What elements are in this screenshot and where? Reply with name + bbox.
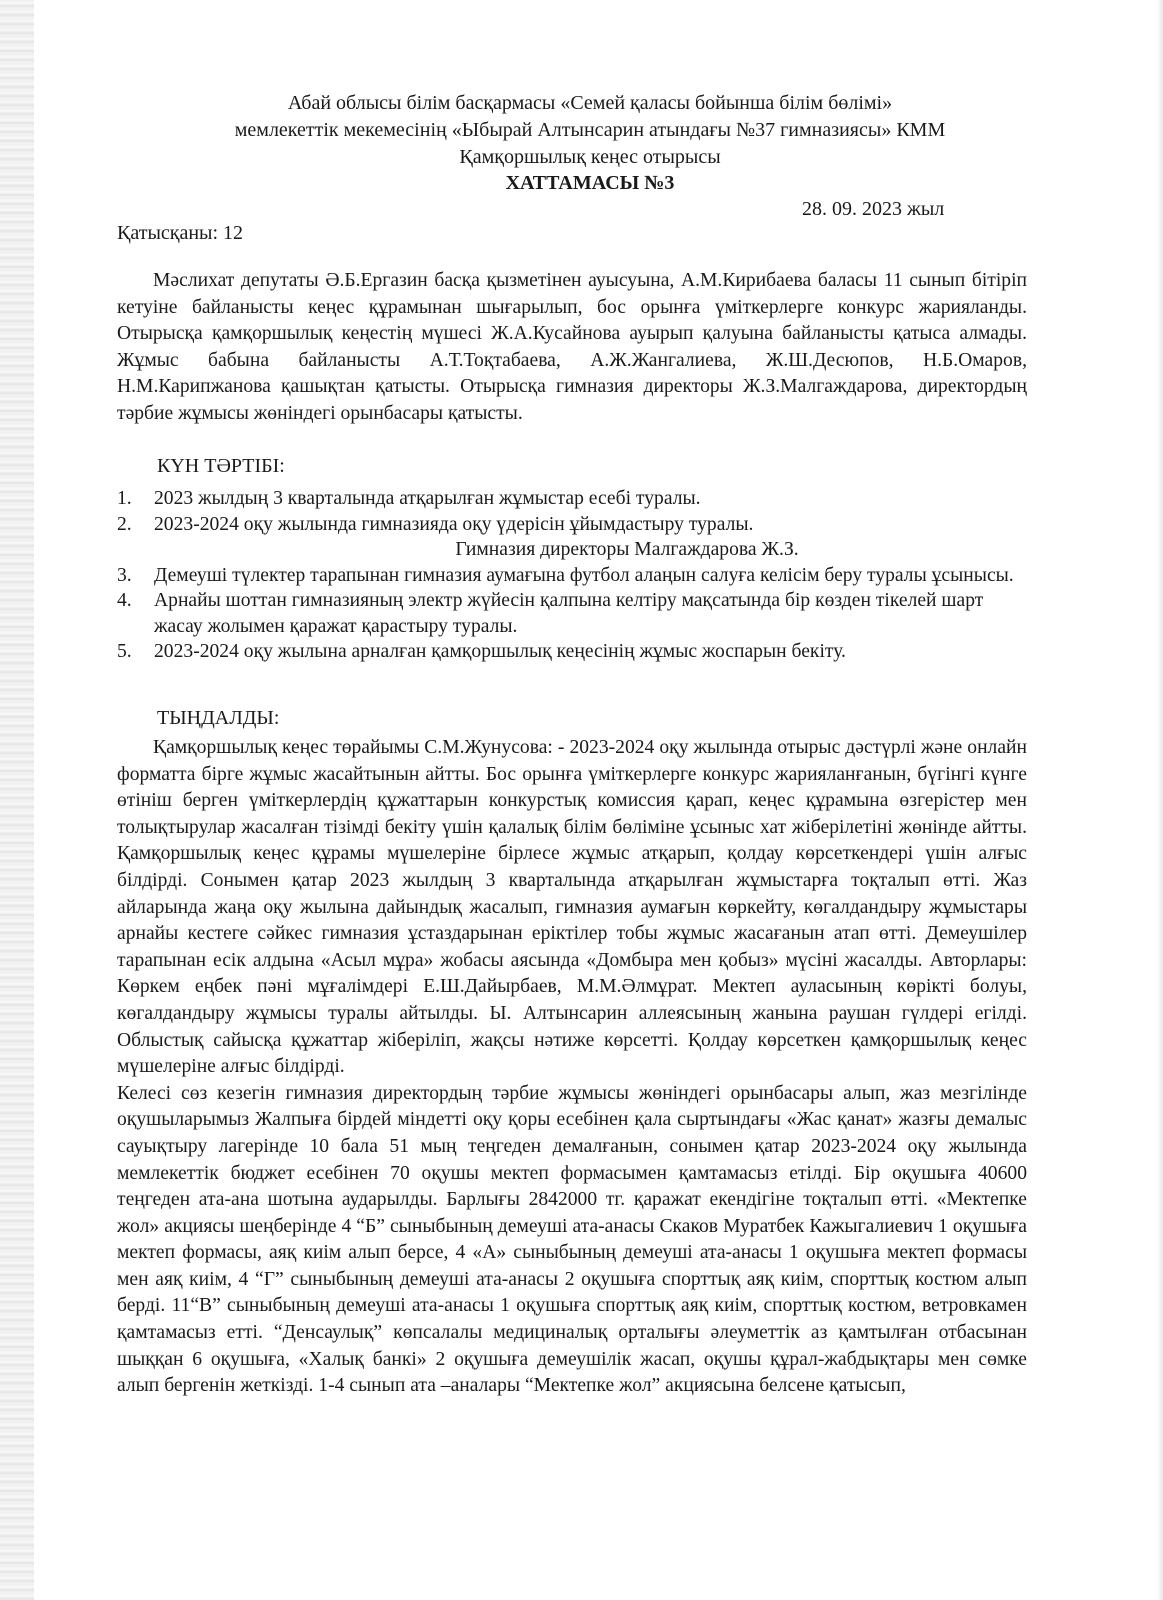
- agenda-item: [117, 639, 1027, 665]
- agenda-item-text: Демеуші түлектер тарапынан гимназия аумағына футбол алаңын салуға келісім беру туралы ұсынысы.: [154, 564, 1014, 586]
- heard-paragraph-1: Қамқоршылық кеңес төрайымы С.М.Жунусова: - 2023-2024 оқу жылында отырыс дәстүрлі және онлайн форматта бірге жұмыс жасайтынын айтты. Бос орынға үміткерлерге конкурс жарияланғанын, бүгінгі күнге өтініш берген үміткерлердің құжаттарын конкурстық комиссия қарап, кеңес құрамына өзгерістер мен толықтырулар жасалған тізімді бекіту үшін қалалық білім бөліміне ұсыныс хат жіберілетіні жөнінде айтты. Қамқоршылық кеңес құрамы мүшелеріне бірлесе жұмыс атқарып, қолдау көрсеткендері үшін алғыс білдірді. Сонымен қатар 2023 жылдың 3 кварталында атқарылған жұмыстарға тоқталып өтті. Жаз айларында жаңа оқу жылына дайындық жасалып, гимназия аумағын көркейту, көгалдандыру жұмыстары арнайы кестеге сәйкес гимназия ұстаздарынан еріктілер тобы жұмыс жасағанын атап өтті. Демеушілер тарапынан есік алдына «Асыл мұра» жобасы аясында «Домбыра мен қобыз» мүсіні жасалды. Авторлары: Көркем еңбек пәні мұғалімдері Е.Ш.Дайырбаев, М.М.Әлмұрат. Мектеп ауласының көрікті болуы, көгалдандыру жұмысы туралы айтылды. Ы. Алтынсарин аллеясының жанына раушан гүлдері егілді. Облыстық сайысқа құжаттар жіберіліп, жақсы нәтиже көрсетті. Қолдау көрсеткен қамқоршылық кеңес мүшелеріне алғыс білдірді.: [117, 737, 1027, 1078]
- meeting-date: 28. 09. 2023 жыл: [802, 198, 945, 220]
- agenda-item-number: 3.: [117, 564, 132, 586]
- agenda-item-text: 2023 жылдың 3 кварталында атқарылған жұмыстар есебі туралы.: [154, 488, 701, 509]
- agenda-item-number: 4.: [117, 590, 132, 611]
- agenda-item-number: 2.: [117, 513, 132, 535]
- agenda-item-number: 1.: [117, 488, 132, 509]
- header-line-2: мемлекеттік мекемесінің «Ыбырай Алтынсарин атындағы №37 гимназиясы» КММ: [234, 119, 946, 141]
- agenda-list: [117, 486, 1027, 665]
- heard-heading: ТЫҢДАЛДЫ:: [157, 707, 280, 729]
- header-line-1: Абай облысы білім басқармасы «Семей қаласы бойынша білім бөлімі»: [287, 92, 893, 114]
- agenda-item: [117, 563, 1027, 589]
- agenda-heading: КҮН ТӘРТІБІ:: [157, 455, 285, 477]
- heard-paragraph-2: Келесі сөз кезегін гимназия директордың тәрбие жұмысы жөніндегі орынбасары алып, жаз мезгілінде оқушыларымыз Жалпыға бірдей міндетті оқу қоры есебінен қала сыртындағы «Жас қанат» жазғы демалыс сауықтыру лагерінде 10 бала 51 мың теңгеден демалғанын, сонымен қатар 2023-2024 оқу жылында мемлекеттік бюджет есебінен 70 оқушы мектеп формасымен қамтамасыз етілді. Бір оқушыға 40600 теңгеден ата-ана шотына аударылды. Барлығы 2842000 тг. қаражат екендігіне тоқталып өтті. «Мектепке жол» акциясы шеңберінде 4 “Б” сыныбының демеуші ата-анасы Скаков Муратбек Кажыгалиевич 1 оқушыға мектеп формасы, аяқ киім алып берсе, 4 «А» сыныбының демеуші ата-анасы 1 оқушыға мектеп формасы мен аяқ киім, 4 “Г” сыныбының демеуші ата-анасы 2 оқушыға спорттық аяқ киім, спорттық костюм алып берді. 11“В” сыныбының демеуші ата-анасы 1 оқушыға спорттық аяқ киім, спорттық костюм, ветровкамен қамтамасыз етті. “Денсаулық” көпсалалы медициналық орталығы әлеуметтік аз қамтылған отбасынан шыққан 6 оқушыға, «Халық банкі» 2 оқушыға демеушілік жасап, оқушы құрал-жабдықтары мен сөмке алып бергенін жеткізді. 1-4 сынып ата –аналары “Мектепке жол” акциясына белсене қатысып,: [117, 1082, 1027, 1397]
- document-title: ХАТТАМАСЫ №3: [505, 172, 675, 194]
- intro-paragraph: Мәслихат депутаты Ә.Б.Ергазин басқа қызметінен ауысуына, А.М.Кирибаева баласы 11 сынып бітіріп кетуіне байланысты кеңес құрамынан шығарылып, бос орынға үміткерлерге конкурс жарияланды. Отырысқа қамқоршылық кеңестің мүшесі Ж.А.Кусайнова ауырып қалуына байланысты қатыса алмады. Жұмыс бабына байланысты А.Т.Тоқтабаева, А.Ж.Жангалиева, Ж.Ш.Десюпов, Н.Б.Омаров, Н.М.Карипжанова қашықтан қатысты. Отырысқа гимназия директоры Ж.З.Малгаждарова, директордың тәрбие жұмысы жөніндегі орынбасары қатысты.: [117, 270, 1027, 424]
- agenda-item: [117, 486, 1027, 512]
- attendees-count: Қатысқаны: 12: [117, 222, 244, 244]
- agenda-item-text: 2023-2024 оқу жылына арналған қамқоршылық кеңесінің жұмыс жоспарын бекіту.: [154, 641, 846, 662]
- agenda-item-text: 2023-2024 оқу жылында гимназияда оқу үдерісін ұйымдастыру туралы.: [154, 513, 754, 535]
- header-line-3: Қамқоршылық кеңес отырысы: [459, 146, 721, 168]
- agenda-signatory: Гимназия директоры Малгаждарова Ж.З.: [455, 539, 799, 560]
- agenda-item-text: Арнайы шоттан гимназияның электр жүйесін қалпына келтіру мақсатында бір көзден тікелей шарт жасау жолымен қаражат қарастыру туралы.: [154, 590, 984, 637]
- agenda-item: [117, 512, 1027, 538]
- agenda-item: [117, 588, 1027, 639]
- heard-section: [117, 735, 1027, 1400]
- agenda-item-number: 5.: [117, 641, 132, 662]
- intro-section: [117, 268, 1027, 428]
